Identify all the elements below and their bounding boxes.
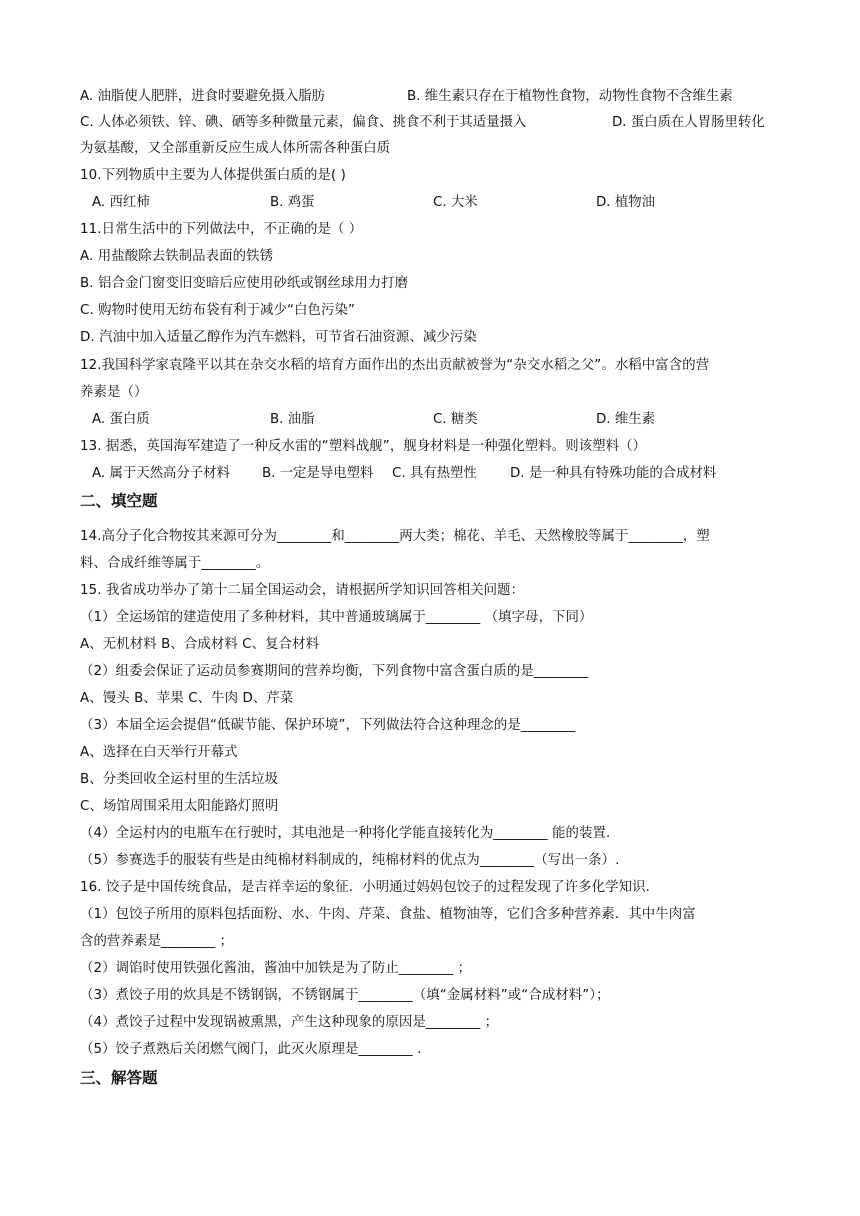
q11-option-b: B. 铝合金门窗变旧变暗后应使用砂纸或钢丝球用力打磨: [80, 276, 409, 291]
q12-option-b: B. 油脂: [270, 412, 315, 427]
q10-option-b: B. 鸡蛋: [270, 195, 315, 210]
q9-option-d-cont: 为氨基酸，又全部重新反应生成人体所需各种蛋白质: [80, 141, 391, 156]
q15-part-5: （5）参赛选手的服装有些是由纯棉材料制成的，纯棉材料的优点为________（写出一条）.: [80, 853, 620, 868]
q10-options: [92, 193, 782, 213]
q15-part-1: （1）全运场馆的建造使用了多种材料，其中普通玻璃属于________ （填字母，下同）: [80, 610, 593, 625]
q11-option-c: C. 购物时使用无纺布袋有利于减少“白色污染”: [80, 303, 356, 318]
q10-option-a: A. 西红柿: [92, 195, 150, 210]
q16-part-1-cont: 含的营养素是________ ；: [80, 934, 234, 949]
q11-stem: 11.日常生活中的下列做法中，不正确的是（ ）: [80, 222, 363, 237]
q16-stem: 16. 饺子是中国传统食品，是吉祥幸运的象征．小明通过妈妈包饺子的过程发现了许多化学知识．: [80, 880, 660, 895]
q15-part-2: （2）组委会保证了运动员参赛期间的营养均衡，下列食物中富含蛋白质的是________: [80, 664, 589, 679]
q9-option-a: A. 油脂使人肥胖，进食时要避免摄入脂肪: [80, 89, 326, 104]
q16-part-3: （3）煮饺子用的炊具是不锈钢锅，不锈钢属于________（填“金属材料”或“合成材料”）；: [80, 988, 610, 1003]
q15-part-3-option-b: B、分类回收全运村里的生活垃圾: [80, 772, 279, 787]
q16-part-4: （4）煮饺子过程中发现锅被熏黑，产生这种现象的原因是________ ；: [80, 1015, 499, 1030]
q15-stem: 15. 我省成功举办了第十二届全国运动会，请根据所学知识回答相关问题：: [80, 583, 525, 598]
q15-part-1-options: A、无机材料 B、合成材料 C、复合材料: [80, 637, 320, 652]
q16-part-5: （5）饺子煮熟后关闭燃气阀门，此灭火原理是________ .: [80, 1042, 422, 1057]
section-title-answer: 三、解答题: [80, 1069, 158, 1087]
q15-part-3-option-a: A、选择在白天举行开幕式: [80, 745, 238, 760]
q12-option-c: C. 糖类: [433, 412, 478, 427]
q15-part-4: （4）全运村内的电瓶车在行驶时，其电池是一种将化学能直接转化为________ 能的装置.: [80, 826, 611, 841]
q9-option-b: B. 维生素只存在于植物性食物，动物性食物不含维生素: [407, 89, 733, 104]
q12-option-d: D. 维生素: [596, 412, 655, 427]
q11-option-a: A. 用盐酸除去铁制品表面的铁锈: [80, 249, 274, 264]
q10-option-c: C. 大米: [433, 195, 478, 210]
q12-stem: 12.我国科学家袁隆平以其在杂交水稻的培育方面作出的杰出贡献被誉为“杂交水稻之父”。水稻中富含的营: [80, 358, 710, 373]
q14-line-2: 料、合成纤维等属于________。: [80, 556, 270, 571]
q9-option-d: D. 蛋白质在人胃肠里转化: [612, 115, 765, 130]
q13-options: [92, 464, 782, 484]
q16-part-1: （1）包饺子所用的原料包括面粉、水、牛肉、芹菜、食盐、植物油等，它们含多种营养素．其中牛肉富: [80, 907, 696, 922]
q13-option-a: A. 属于天然高分子材料: [92, 466, 230, 481]
q11-option-d: D. 汽油中加入适量乙醇作为汽车燃料，可节省石油资源、减少污染: [80, 330, 477, 345]
q15-part-3-option-c: C、场馆周围采用太阳能路灯照明: [80, 799, 279, 814]
q15-part-2-options: A、馒头 B、苹果 C、牛肉 D、芹菜: [80, 691, 294, 706]
q15-part-3: （3）本届全运会提倡“低碳节能、保护环境”，下列做法符合这种理念的是________: [80, 718, 576, 733]
q10-stem: 10.下列物质中主要为人体提供蛋白质的是( ): [80, 168, 346, 183]
q12-options: [92, 410, 782, 430]
section-title-fill-in: 二、填空题: [80, 492, 158, 510]
q13-option-d: D. 是一种具有特殊功能的合成材料: [510, 466, 717, 481]
q12-stem-cont: 养素是（）: [80, 385, 148, 400]
q16-part-2: （2）调馅时使用铁强化酱油，酱油中加铁是为了防止________ ；: [80, 961, 472, 976]
q9-option-c: C. 人体必须铁、锌、碘、硒等多种微量元素，偏食、挑食不利于其适量摄入: [80, 115, 527, 130]
q14-line-1: 14.高分子化合物按其来源可分为________和________两大类；棉花、羊毛、天然橡胶等属于________，塑: [80, 529, 710, 544]
q10-option-d: D. 植物油: [596, 195, 655, 210]
q13-option-c: C. 具有热塑性: [392, 466, 477, 481]
q13-option-b: B. 一定是导电塑料: [262, 466, 374, 481]
q13-stem: 13. 据悉，英国海军建造了一种反水雷的“塑料战舰”，舰身材料是一种强化塑料。则该塑料（）: [80, 439, 647, 454]
q12-option-a: A. 蛋白质: [92, 412, 150, 427]
